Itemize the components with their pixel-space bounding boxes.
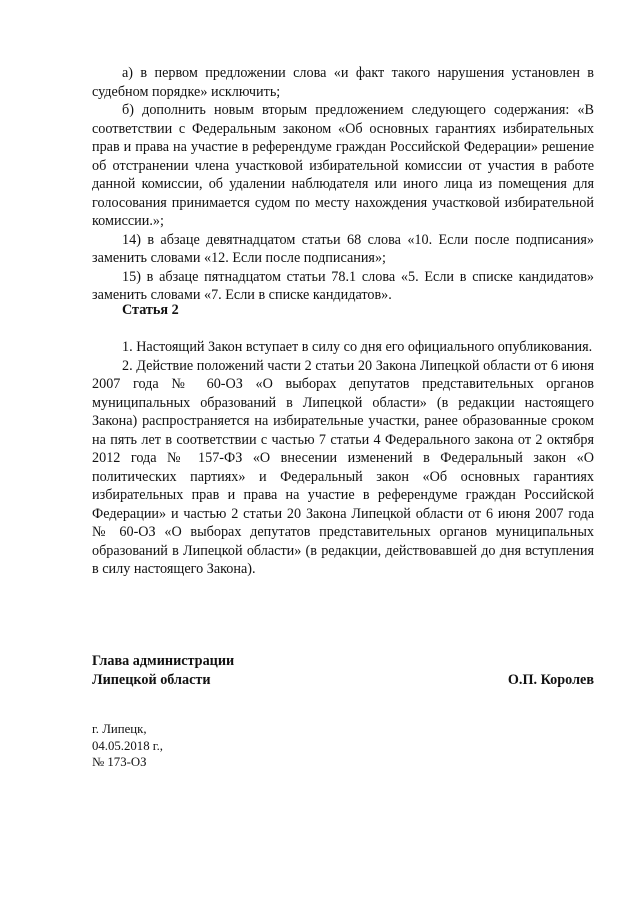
footer-date: 04.05.2018 г.,	[92, 738, 163, 753]
amendment-b: б) дополнить новым вторым предложением следующего содержания: «В соответствии с Федеральным законом «Об основных гарантиях избирательных прав и права на участие в референдуме граждан Российской Федерации» решение об отстранении члена участковой избирательной комиссии от участия в работе данной комиссии, об удалении наблюдателя или иного лица из помещения для голосования принимается судом по месту нахождения участковой избирательной комиссии.»;	[92, 102, 594, 229]
signature-block	[92, 652, 594, 690]
article-2-paragraph-2: 2. Действие положений части 2 статьи 20 Закона Липецкой области от 6 июня 2007 года № 60-ОЗ «О выборах депутатов представительных органов муниципальных образований в Липецкой области» (в редакции настоящего Закона) распространяется на избирательные участки, ранее образованные сроком на пять лет в соответствии с частью 7 статьи 4 Федерального закона от 2 октября 2012 года № 157-ФЗ «О внесении изменений в Федеральный закон «О политических партиях» и Федеральный закон «Об основных гарантиях избирательных прав и права на участие в референдуме граждан Российской Федерации» и частью 2 статьи 20 Закона Липецкой области от 6 июня 2007 года № 60-ОЗ «О выборах депутатов представительных органов муниципальных образований в Липецкой области» (в редакции, действовавшей до дня вступления в силу настоящего Закона).	[92, 357, 594, 577]
amendment-15: 15) в абзаце пятнадцатом статьи 78.1 слова «5. Если в списке кандидатов» заменить словами «7. Если в списке кандидатов».	[92, 268, 594, 303]
signatory-title-line-1: Глава администрации	[92, 653, 235, 669]
footer-law-number: № 173-ОЗ	[92, 755, 147, 769]
article-2-body	[92, 338, 594, 579]
amendment-a: а) в первом предложении слова «и факт такого нарушения установлен в судебном порядке» исключить;	[92, 65, 594, 100]
amendment-14: 14) в абзаце девятнадцатом статьи 68 слова «10. Если после подписания» заменить словами «12. Если после подписания»;	[92, 231, 594, 266]
signatory-name: О.П. Королев	[507, 672, 594, 688]
amendments-block	[92, 64, 594, 305]
article-2-paragraph-1: 1. Настоящий Закон вступает в силу со дня его официального опубликования.	[122, 339, 593, 355]
article-2-heading: Статья 2	[122, 302, 179, 318]
signatory-title-line-2: Липецкой области	[92, 672, 211, 688]
footer-city: г. Липецк,	[92, 722, 147, 736]
document-footer	[92, 721, 163, 771]
